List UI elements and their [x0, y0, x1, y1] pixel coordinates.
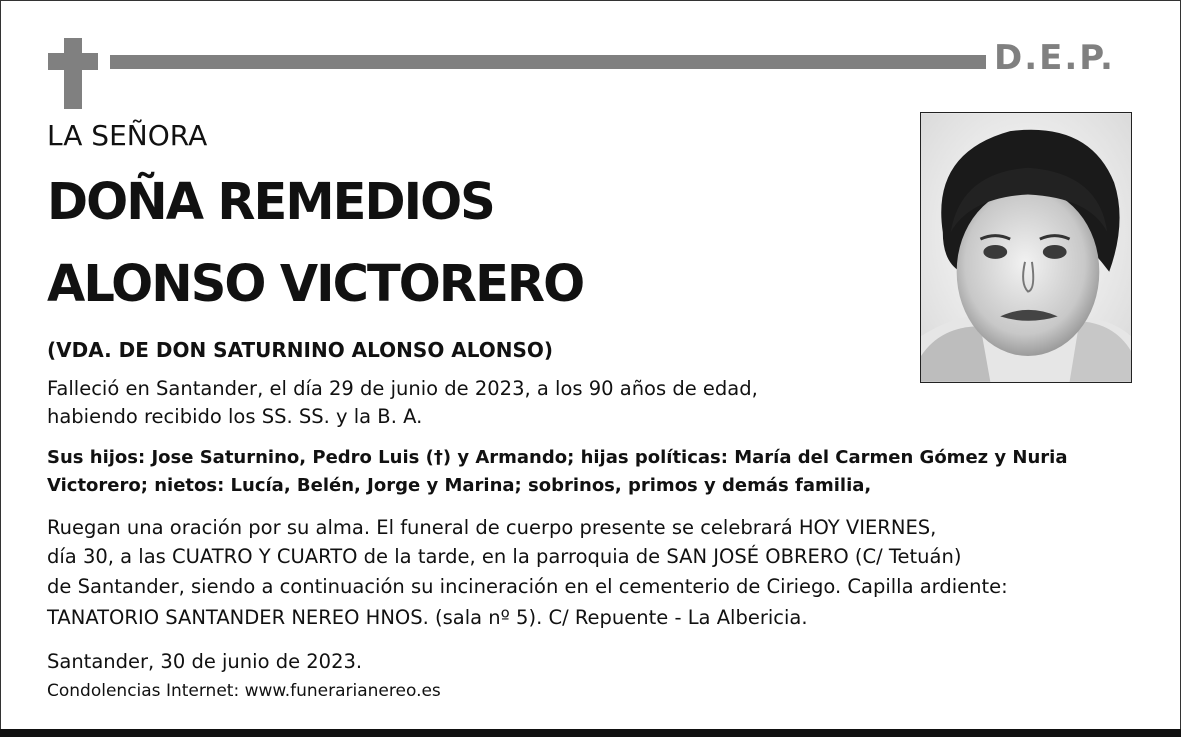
bottom-bar [0, 729, 1181, 737]
service-line-1: Ruegan una oración por su alma. El funeral de cuerpo presente se celebrará HOY VIERNES, [47, 516, 937, 539]
intro-label: LA SEÑORA [47, 119, 208, 152]
dep-label: D.E.P. [994, 38, 1115, 78]
condolences-link[interactable]: Condolencias Internet: www.funerarianereo.es [47, 681, 441, 701]
service-line-4: TANATORIO SANTANDER NEREO HNOS. (sala nº 5). C/ Repuente - La Albericia. [47, 606, 808, 629]
deceased-name-line2: ALONSO VICTORERO [47, 255, 584, 314]
death-line-1: Falleció en Santander, el día 29 de junio de 2023, a los 90 años de edad, [47, 377, 758, 400]
family-line-2: Victorero; nietos: Lucía, Belén, Jorge y Marina; sobrinos, primos y demás familia, [47, 475, 872, 496]
service-line-2: día 30, a las CUATRO Y CUARTO de la tarde, en la parroquia de SAN JOSÉ OBRERO (C/ Tetuán) [47, 545, 962, 568]
service-line-3: de Santander, siendo a continuación su incineración en el cementerio de Ciriego. Capilla ardiente: [47, 575, 1008, 598]
deceased-name-line1: DOÑA REMEDIOS [47, 173, 494, 232]
place-date: Santander, 30 de junio de 2023. [47, 650, 363, 673]
header-rule [110, 55, 986, 69]
portrait-photo [920, 112, 1132, 383]
widow-of-line: (VDA. DE DON SATURNINO ALONSO ALONSO) [47, 338, 554, 362]
family-line-1: Sus hijos: Jose Saturnino, Pedro Luis (†) y Armando; hijas políticas: María del Carmen Gómez y Nuria [47, 447, 1068, 468]
death-line-2: habiendo recibido los SS. SS. y la B. A. [47, 405, 423, 428]
